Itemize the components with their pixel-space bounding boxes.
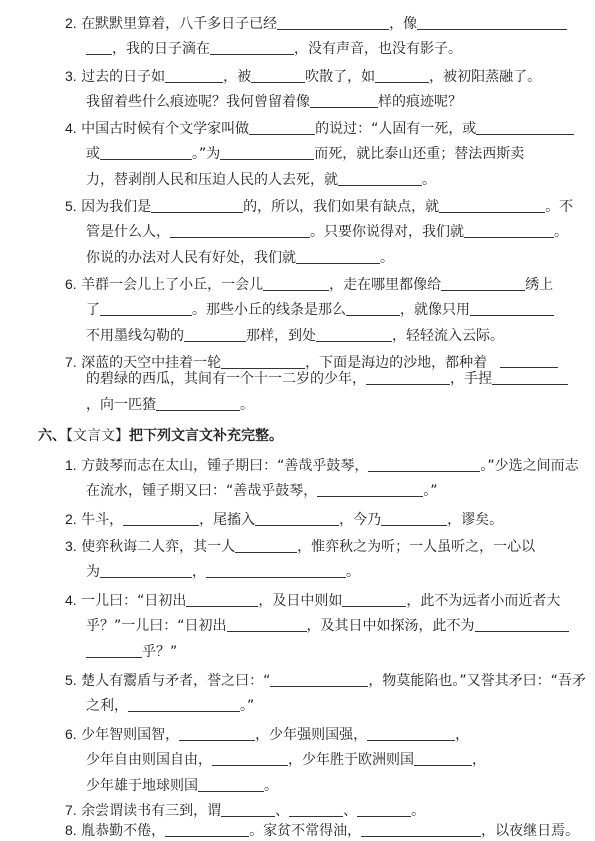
question-text: 少年雄于地球则国: [86, 778, 198, 794]
w4-line-2: [86, 617, 569, 635]
answer-blank[interactable]: [165, 68, 223, 83]
answer-blank[interactable]: [184, 327, 246, 342]
answer-blank[interactable]: [316, 327, 392, 342]
question-text: 深蓝的天空中挂着一轮: [81, 355, 222, 371]
answer-blank[interactable]: [165, 822, 249, 837]
question-text: 绣上: [525, 277, 554, 293]
question-text: ，少年强则国强，: [255, 727, 368, 743]
w1-line-1: [65, 456, 579, 475]
question-text: 。: [380, 250, 394, 266]
q2-line-2: [86, 40, 462, 58]
question-number: 4.: [65, 120, 77, 136]
q5-line-1: [65, 197, 573, 216]
question-text: ，及日中则如: [258, 593, 343, 609]
section-tag: 【文言文】: [66, 428, 129, 444]
question-number: 3.: [65, 68, 77, 84]
q7-line-3: [86, 396, 254, 414]
question-text: ，: [455, 727, 470, 743]
answer-blank[interactable]: [263, 276, 329, 291]
question-text: ，轻轻流入云际。: [392, 328, 504, 344]
question-text: 乎？”一儿曰：“日初出: [86, 618, 227, 634]
answer-blank[interactable]: [375, 68, 429, 83]
q5-line-2: [86, 223, 568, 241]
answer-blank[interactable]: [179, 726, 255, 741]
question-text: 胤恭勤不倦，: [81, 823, 166, 839]
question-text: 乎？”: [142, 644, 178, 660]
answer-blank[interactable]: [255, 511, 339, 526]
question-text: 样的痕迹呢？: [378, 94, 462, 110]
section-heading: [38, 427, 283, 445]
q6-line-3: [86, 327, 504, 345]
answer-blank[interactable]: [310, 93, 378, 108]
question-text: 因为我们是: [81, 199, 152, 215]
question-number: 5.: [65, 672, 77, 688]
q4-line-3: [86, 171, 436, 189]
w3-line-2: [86, 563, 360, 581]
w2-line-1: [65, 510, 503, 529]
answer-blank[interactable]: [289, 802, 343, 817]
answer-blank[interactable]: [346, 301, 400, 316]
answer-blank[interactable]: [414, 751, 472, 766]
question-text: 为: [86, 564, 100, 580]
question-text: ，像: [389, 16, 418, 32]
answer-blank[interactable]: [368, 457, 480, 472]
question-number: 1.: [65, 457, 77, 473]
answer-blank[interactable]: [277, 15, 389, 30]
question-text: ，物莫能陷也。”又誉其矛曰：“吾矛: [368, 673, 586, 689]
question-text: 我留着些什么痕迹呢？我何曾留着像: [86, 94, 310, 110]
question-text: 中国古时候有个文学家叫做: [81, 121, 250, 137]
question-text: 过去的日子如: [81, 69, 166, 85]
question-text: 吹散了，如: [305, 69, 376, 85]
answer-blank[interactable]: [170, 223, 310, 238]
w5-line-2: [86, 697, 254, 715]
answer-blank[interactable]: [210, 40, 294, 55]
question-number: 6.: [65, 726, 77, 742]
question-text: 。”为: [192, 146, 221, 162]
question-text: 。不: [545, 199, 574, 215]
answer-blank[interactable]: [361, 822, 481, 837]
question-text: 。: [422, 172, 436, 188]
q3-line-2: [86, 93, 462, 111]
answer-blank[interactable]: [338, 171, 422, 186]
answer-blank[interactable]: [212, 751, 288, 766]
question-text: 、: [275, 803, 290, 819]
question-number: 2.: [65, 511, 77, 527]
question-text: 。: [240, 397, 254, 413]
question-text: 。: [346, 564, 360, 580]
answer-blank[interactable]: [475, 617, 569, 632]
question-text: ，走在哪里都像给: [329, 277, 442, 293]
q2-line-1: [65, 14, 567, 33]
question-text: 而死，就比泰山还重；替法西斯卖: [314, 146, 525, 162]
question-text: 羊群一会儿上了小丘，一会儿: [81, 277, 264, 293]
q6-line-1: [65, 275, 553, 294]
q5-line-3: [86, 249, 394, 267]
answer-blank[interactable]: [100, 145, 192, 160]
answer-blank[interactable]: [220, 145, 314, 160]
w6-line-3: [86, 777, 278, 795]
answer-blank[interactable]: [128, 697, 240, 712]
question-text: 牛斗，: [81, 512, 124, 528]
answer-blank[interactable]: [123, 511, 199, 526]
question-number: 8.: [65, 822, 77, 838]
answer-blank[interactable]: [156, 396, 240, 411]
question-number: 3.: [65, 538, 77, 554]
w4-line-3: [86, 643, 177, 661]
question-text: ，就像只用: [400, 302, 470, 318]
question-text: 在默默里算着，八千多日子已经: [81, 16, 278, 32]
question-text: 。”: [423, 483, 438, 499]
question-text: ，没有声音，也没有影子。: [294, 41, 462, 57]
section-title: 把下列文言文补充完整。: [129, 428, 283, 444]
question-number: 4.: [65, 592, 77, 608]
question-text: 。: [411, 803, 426, 819]
question-text: 。家贫不常得油，: [249, 823, 362, 839]
question-text: 使弈秋诲二人弈，其一人: [81, 539, 236, 555]
answer-blank[interactable]: [100, 563, 192, 578]
answer-blank[interactable]: [476, 120, 574, 135]
question-text: ，手捏: [450, 371, 492, 387]
question-text: 。: [554, 224, 568, 240]
q7-line-2-body: [86, 370, 568, 388]
question-text: ，被初阳蒸融了。: [429, 69, 542, 85]
answer-blank[interactable]: [417, 15, 567, 30]
answer-blank[interactable]: [381, 511, 447, 526]
question-number: 7.: [65, 802, 77, 818]
q7-line-1-end: [500, 353, 558, 371]
question-text: ，我的日子滴在: [112, 41, 210, 57]
answer-blank[interactable]: [221, 354, 305, 369]
question-text: ，少年胜于欧洲则国: [288, 752, 414, 768]
w4-line-1: [65, 591, 560, 610]
question-text: ，: [472, 752, 486, 768]
answer-blank[interactable]: [151, 198, 243, 213]
answer-blank[interactable]: [342, 592, 406, 607]
question-text: 、: [343, 803, 358, 819]
answer-blank[interactable]: [221, 802, 275, 817]
w1-line-2: [86, 482, 438, 500]
answer-blank[interactable]: [227, 617, 307, 632]
answer-blank[interactable]: [186, 592, 258, 607]
answer-blank[interactable]: [492, 370, 568, 385]
question-text: 那样，到处: [246, 328, 316, 344]
question-text: 。”: [240, 698, 255, 714]
question-text: ，惟弈秋之为听；一人虽听之，一心以: [297, 539, 536, 555]
question-text: 。: [264, 778, 278, 794]
answer-blank[interactable]: [198, 777, 264, 792]
question-text: ，向一匹猹: [86, 397, 156, 413]
question-text: ，此不为远者小而近者大: [406, 593, 561, 609]
w6-line-2: [86, 751, 486, 769]
answer-blank[interactable]: [251, 68, 305, 83]
answer-blank[interactable]: [86, 40, 112, 55]
question-text: 管是什么人，: [86, 224, 170, 240]
question-text: ，谬矣。: [447, 512, 504, 528]
question-number: 6.: [65, 276, 77, 292]
question-text: 方鼓琴而志在太山，锺子期曰：“善哉乎鼓琴，: [81, 458, 369, 474]
question-text: 的说过：“人固有一死，或: [315, 121, 477, 137]
question-text: 在流水，锺子期又曰：“善哉乎鼓琴，: [86, 483, 318, 499]
answer-blank[interactable]: [235, 538, 297, 553]
question-text: 楚人有鬻盾与矛者，誉之曰：“: [81, 673, 271, 689]
q6-line-2: [86, 301, 554, 319]
answer-blank[interactable]: [441, 276, 525, 291]
question-text: 。只要你说得对，我们就: [310, 224, 464, 240]
w5-line-1: [65, 671, 586, 690]
answer-blank[interactable]: [500, 353, 558, 368]
question-text: 的碧绿的西瓜，其间有一个十一二岁的少年，: [86, 371, 366, 387]
w7-line-1: [65, 801, 425, 820]
question-number: 7.: [65, 354, 77, 370]
question-text: 余尝谓读书有三到，谓: [81, 803, 222, 819]
answer-blank[interactable]: [249, 120, 315, 135]
question-text: 力，替剥削人民和压迫人民的人去死，就: [86, 172, 338, 188]
question-number: 5.: [65, 198, 77, 214]
question-text: 了: [86, 302, 100, 318]
q4-line-1: [65, 119, 574, 138]
answer-blank[interactable]: [100, 301, 192, 316]
question-text: 不用墨线勾勒的: [86, 328, 184, 344]
question-text: ，及其日中如探汤，此不为: [306, 618, 475, 634]
question-text: ，被: [223, 69, 252, 85]
question-text: 。那些小丘的线条是那么: [192, 302, 346, 318]
question-text: 少年自由则国自由，: [86, 752, 212, 768]
answer-blank[interactable]: [470, 301, 554, 316]
answer-blank[interactable]: [439, 198, 545, 213]
answer-blank[interactable]: [86, 643, 142, 658]
question-text: 之利，: [86, 698, 128, 714]
question-text: 或: [86, 146, 100, 162]
answer-blank[interactable]: [357, 802, 411, 817]
w6-line-1: [65, 725, 469, 744]
answer-blank[interactable]: [366, 370, 450, 385]
question-text: 一儿曰：“日初出: [81, 593, 187, 609]
answer-blank[interactable]: [206, 563, 346, 578]
w8-line-1: [65, 821, 579, 840]
question-text: 少年智则国智，: [81, 727, 180, 743]
question-text: ，: [192, 564, 206, 580]
answer-blank[interactable]: [367, 726, 455, 741]
w3-line-1: [65, 537, 535, 556]
question-text: ，下面是海边的沙地，都种着: [305, 355, 488, 371]
question-text: 。”少选之间而志: [480, 458, 579, 474]
question-text: 你说的办法对人民有好处，我们就: [86, 250, 296, 266]
answer-blank[interactable]: [464, 223, 554, 238]
answer-blank[interactable]: [296, 249, 380, 264]
answer-blank[interactable]: [317, 482, 423, 497]
question-text: ，以夜继日焉。: [481, 823, 580, 839]
question-text: ，今乃: [339, 512, 382, 528]
answer-blank[interactable]: [270, 672, 368, 687]
question-text: ，尾搐入: [199, 512, 256, 528]
q3-line-1: [65, 67, 541, 86]
question-number: 2.: [65, 15, 77, 31]
question-text: 的，所以，我们如果有缺点，就: [243, 199, 440, 215]
q4-line-2: [86, 145, 524, 163]
section-number: 六、: [38, 428, 66, 444]
